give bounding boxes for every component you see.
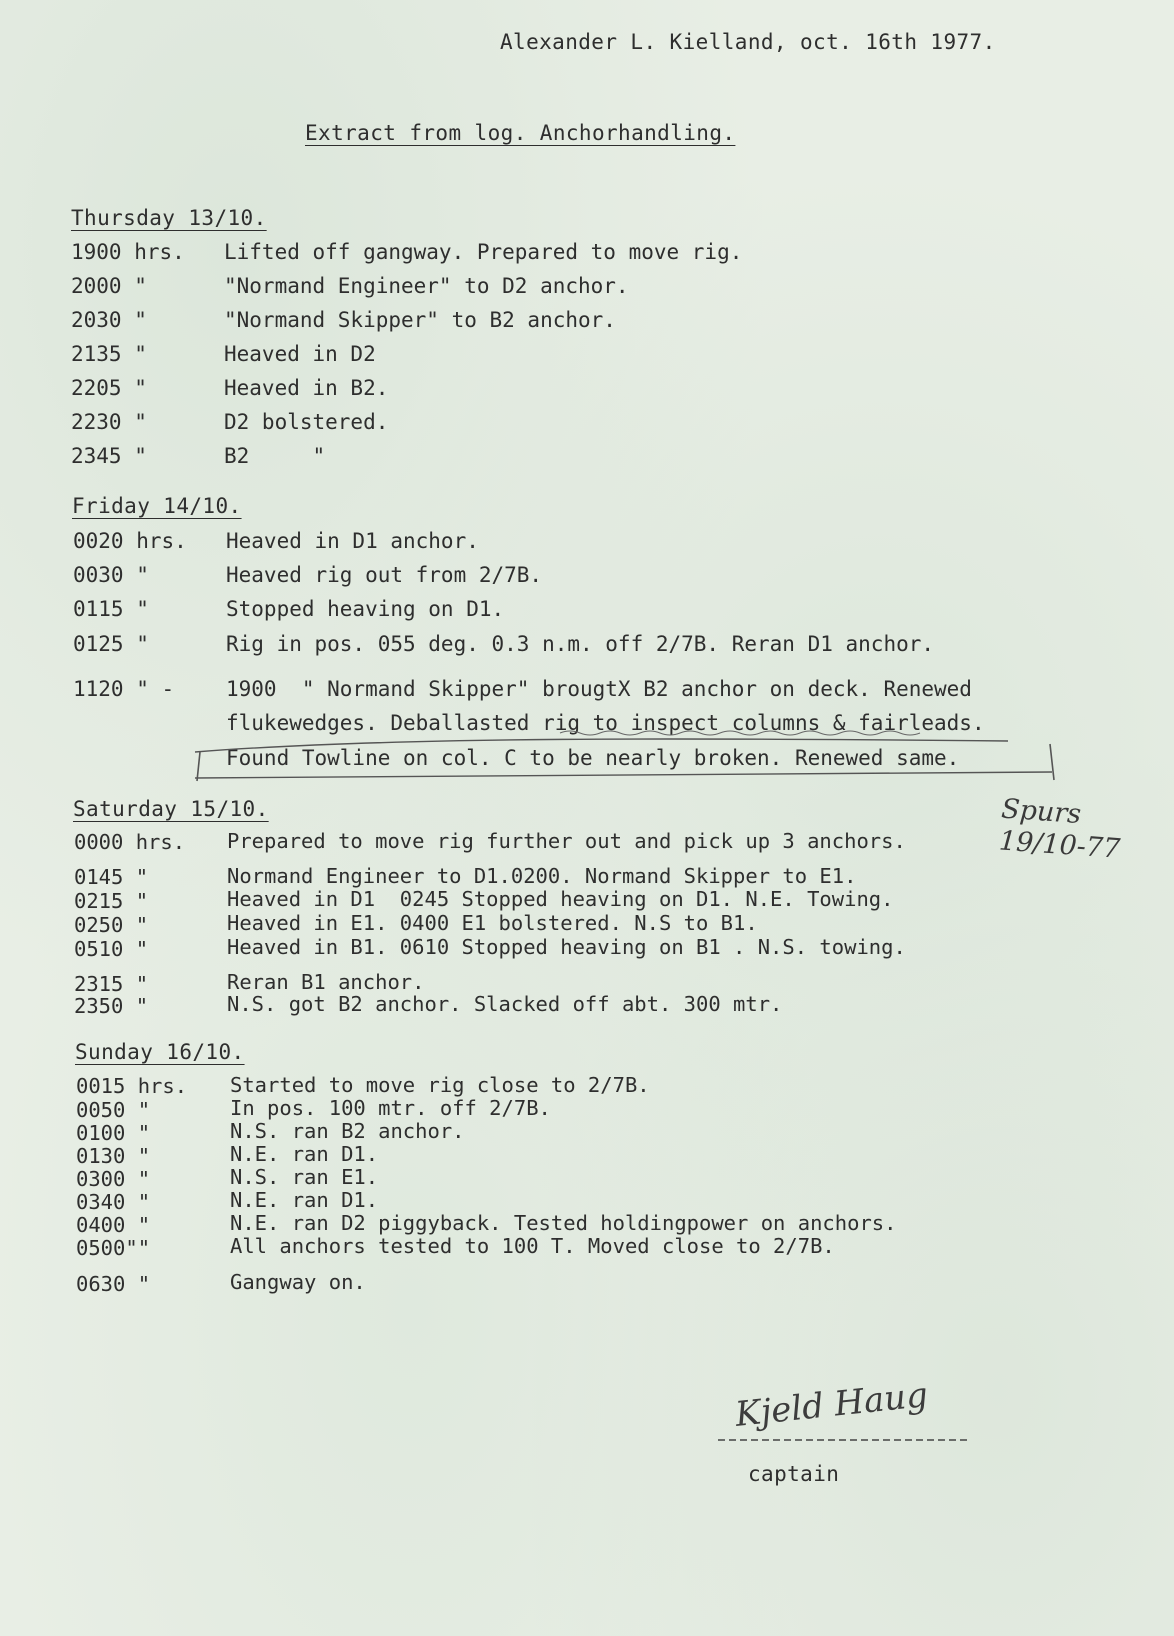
entry-text: Stopped heaving on D1.	[226, 597, 505, 621]
entry-text: "Normand Skipper" to B2 anchor.	[224, 308, 616, 332]
entry-time: 1900 hrs.	[71, 240, 185, 264]
signature-handwriting: Kjeld Haug	[733, 1375, 930, 1435]
place-date: Alexander L. Kielland, oct. 16th 1977.	[500, 30, 996, 54]
entry-text: Heaved in B1. 0610 Stopped heaving on B1 . N.S. towing.	[227, 935, 906, 959]
pencil-box-top	[195, 739, 1008, 752]
entry-text: Normand Engineer to D1.0200. Normand Skipper to E1.	[227, 864, 857, 888]
entry-time: 0125 "	[73, 632, 149, 656]
handwritten-annotation	[997, 792, 1140, 872]
entry-time: 2030 "	[71, 308, 147, 332]
entry-time: 2230 "	[71, 410, 147, 434]
entry-time: 0145 "	[74, 865, 149, 889]
entry-time: 0500""	[76, 1236, 151, 1260]
pencil-box-left	[197, 752, 200, 781]
entry-text: N.S. ran E1.	[230, 1165, 379, 1189]
entry-text: D2 bolstered.	[224, 410, 389, 434]
entry-time: 0050 "	[76, 1098, 151, 1122]
pencil-wave	[560, 731, 920, 735]
pencil-box-bottom	[195, 772, 1052, 778]
entry-time: 2135 "	[71, 342, 147, 366]
entry-time: 2350 "	[74, 994, 149, 1018]
entry-text: Reran B1 anchor.	[227, 970, 425, 994]
entry-text: Prepared to move rig further out and pick up 3 anchors.	[227, 829, 906, 853]
entry-text: Heaved in D2	[224, 342, 376, 366]
entry-text: In pos. 100 mtr. off 2/7B.	[230, 1096, 551, 1120]
entry-time: 0015 hrs.	[76, 1074, 188, 1098]
entry-text: N.E. ran D2 piggyback. Tested holdingpower on anchors.	[230, 1211, 897, 1235]
entry-text: B2 "	[224, 444, 326, 468]
entry-time: 2345 "	[71, 444, 147, 468]
entry-time: 0020 hrs.	[73, 529, 187, 553]
pencil-box-right	[1050, 744, 1054, 780]
entry-text: All anchors tested to 100 T. Moved close to 2/7B.	[230, 1234, 835, 1258]
entry-time: 0100 "	[76, 1121, 151, 1145]
entry-time: 0130 "	[76, 1144, 151, 1168]
entry-time: 0030 "	[73, 563, 149, 587]
day-heading-sunday: Sunday 16/10.	[75, 1040, 245, 1064]
entry-time: 0340 "	[76, 1190, 151, 1214]
entry-text: Rig in pos. 055 deg. 0.3 n.m. off 2/7B. Reran D1 anchor.	[226, 632, 935, 656]
entry-time: 0000 hrs.	[74, 830, 186, 854]
handwritten-note-text: Spurs 19/10-77	[997, 793, 1122, 865]
entry-continuation-boxed: Found Towline on col. C to be nearly broken. Renewed same.	[226, 746, 960, 770]
entry-continuation: flukewedges. Deballasted rig to inspect columns & fairleads.	[226, 711, 985, 735]
entry-time: 0510 "	[74, 937, 149, 961]
signature-role: captain	[748, 1462, 840, 1486]
entry-text: Heaved in D1 0245 Stopped heaving on D1. N.E. Towing.	[227, 887, 894, 911]
day-heading-friday: Friday 14/10.	[72, 494, 242, 518]
entry-text: N.E. ran D1.	[230, 1188, 379, 1212]
day-heading-saturday: Saturday 15/10.	[73, 797, 269, 821]
entry-text: Heaved in D1 anchor.	[226, 529, 479, 553]
entry-time: 0115 "	[73, 597, 149, 621]
entry-text: 1900 " Normand Skipper" brougtX B2 anchor on deck. Renewed	[226, 677, 972, 701]
page-title: Extract from log. Anchorhandling.	[305, 121, 736, 145]
day-heading-thursday: Thursday 13/10.	[71, 206, 267, 230]
entry-time: 0215 "	[74, 889, 149, 913]
entry-time: 2205 "	[71, 376, 147, 400]
entry-time: 2315 "	[74, 972, 149, 996]
entry-time: 0400 "	[76, 1213, 151, 1237]
entry-text: Heaved rig out from 2/7B.	[226, 563, 543, 587]
entry-text: Heaved in E1. 0400 E1 bolstered. N.S to B1.	[227, 911, 758, 935]
entry-text: N.S. got B2 anchor. Slacked off abt. 300 mtr.	[227, 992, 783, 1016]
entry-text: "Normand Engineer" to D2 anchor.	[224, 274, 629, 298]
entry-time: 0300 "	[76, 1167, 151, 1191]
entry-text: Heaved in B2.	[224, 376, 389, 400]
entry-time: 1120 " -	[73, 677, 175, 701]
entry-time: 0250 "	[74, 913, 149, 937]
entry-text: N.S. ran B2 anchor.	[230, 1119, 465, 1143]
entry-text: Started to move rig close to 2/7B.	[230, 1073, 650, 1097]
entry-text: Gangway on.	[230, 1270, 366, 1294]
entry-time: 2000 "	[71, 274, 147, 298]
entry-text: N.E. ran D1.	[230, 1142, 379, 1166]
entry-text: Lifted off gangway. Prepared to move rig.	[224, 240, 743, 264]
entry-time: 0630 "	[76, 1272, 151, 1296]
